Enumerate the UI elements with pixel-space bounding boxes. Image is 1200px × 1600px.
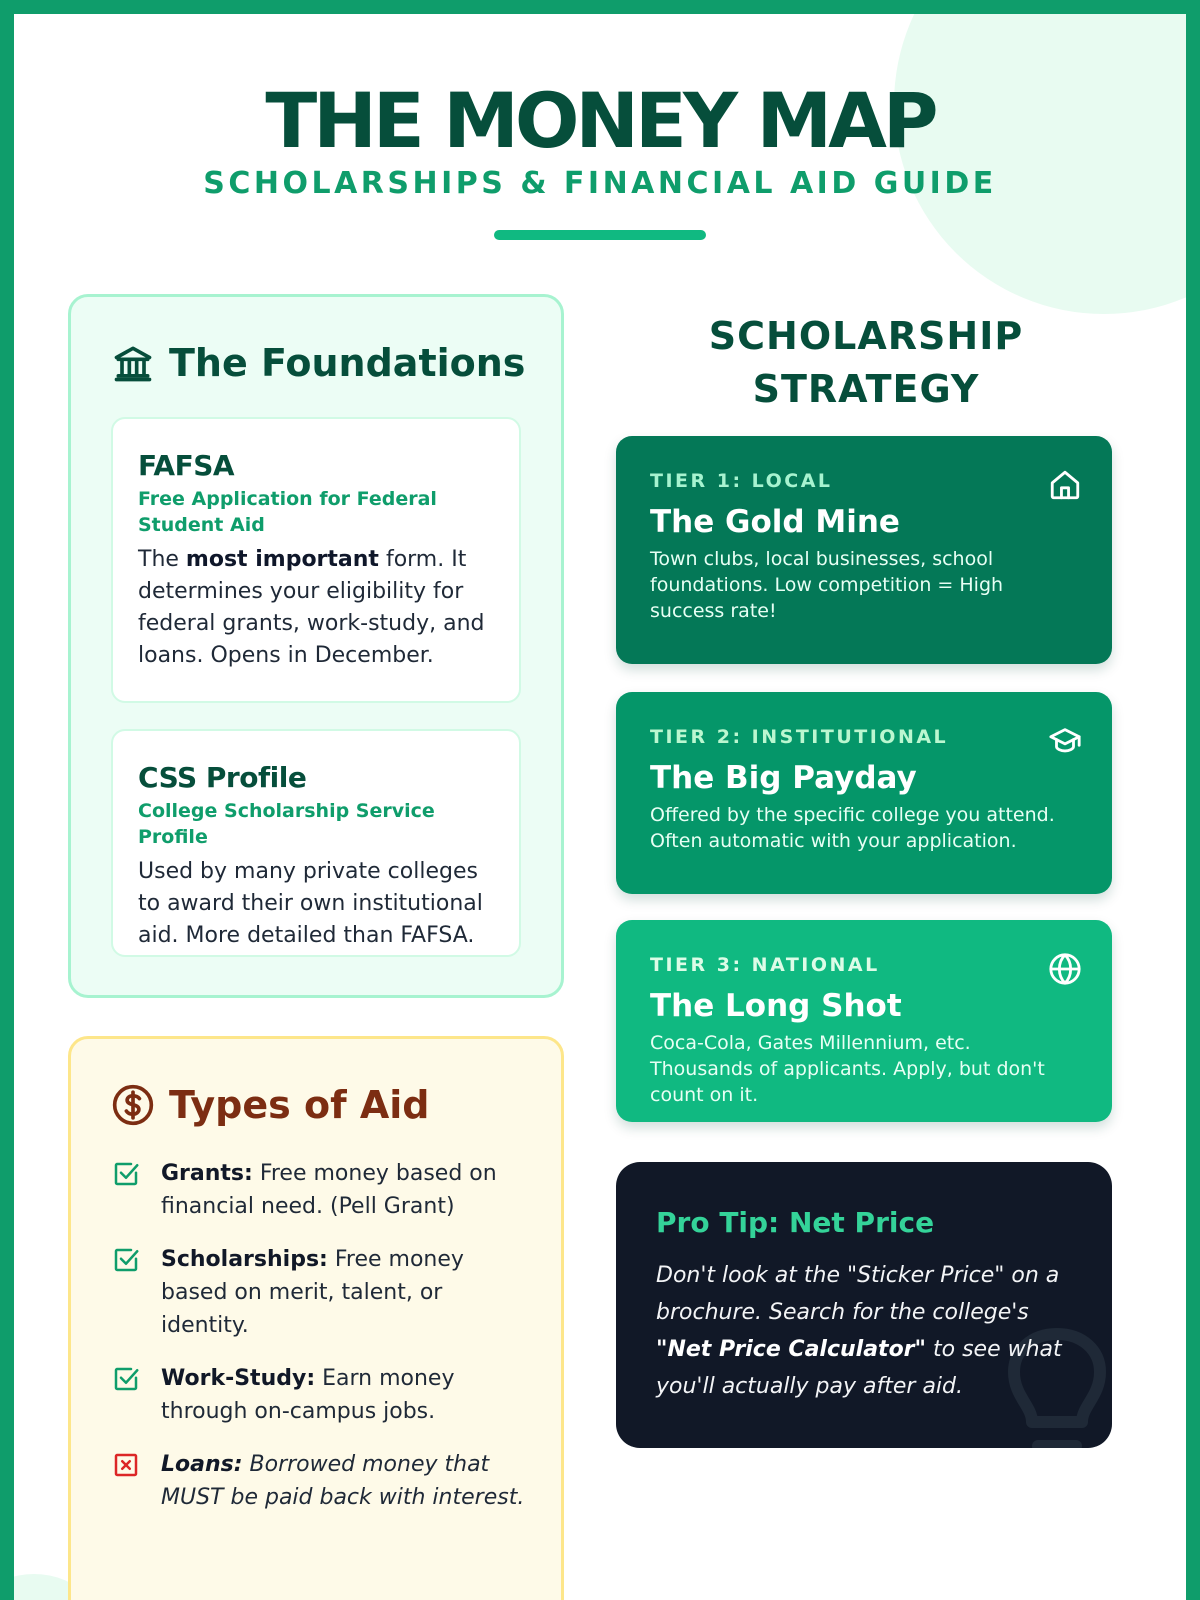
aid-desc: Earn money through on-campus jobs. (161, 1366, 455, 1424)
aid-item-text (161, 1362, 531, 1428)
tier-card-institutional (616, 692, 1112, 894)
pro-tip-title: Pro Tip: Net Price (656, 1206, 935, 1239)
tier-description: Town clubs, local businesses, school foundations. Low competition = High success rate! (650, 548, 1004, 622)
title-underline (494, 230, 706, 240)
tier-label: TIER 1: LOCAL (650, 470, 833, 492)
tier-title: The Gold Mine (650, 504, 900, 540)
tier-card-local (616, 436, 1112, 664)
fafsa-description (138, 544, 495, 672)
aid-item-text (161, 1157, 531, 1223)
aid-item-scholarships (111, 1243, 531, 1342)
check-square-icon (111, 1364, 141, 1394)
css-profile-subtitle: College Scholarship Service Profile (138, 800, 435, 848)
fafsa-body-suffix: form. It determines your eligibility for federal grants, work-study, and loans. Opens in December. (138, 547, 485, 668)
dollar-circle-icon (111, 1083, 155, 1127)
foundations-section (68, 294, 564, 998)
aid-list (111, 1157, 531, 1534)
aid-desc: Free money based on financial need. (Pell Grant) (161, 1161, 497, 1219)
tier-title: The Big Payday (650, 760, 917, 796)
pro-tip-body-suffix: to see what you'll actually pay after aid. (656, 1337, 1062, 1399)
aid-item-loans (111, 1448, 531, 1514)
aid-desc: Borrowed money that MUST be paid back with interest. (161, 1452, 525, 1510)
tier-label: TIER 2: INSTITUTIONAL (650, 726, 949, 748)
foundations-heading (111, 341, 525, 385)
home-icon (1048, 468, 1082, 502)
aid-item-text (161, 1448, 531, 1514)
tier-description: Offered by the specific college you attend. Often automatic with your application. (650, 804, 1055, 852)
pro-tip-body-prefix: Don't look at the "Sticker Price" on a brochure. Search for the college's (656, 1263, 1060, 1325)
fafsa-card (111, 417, 521, 703)
fafsa-body-prefix: The (138, 547, 186, 572)
aid-item-text (161, 1243, 531, 1342)
foundations-heading-text: The Foundations (169, 341, 526, 385)
strategy-heading: SCHOLARSHIP STRATEGY (708, 314, 1024, 411)
types-of-aid-heading (111, 1083, 430, 1127)
fafsa-body-bold: most important (185, 547, 379, 572)
infographic-page (14, 14, 1186, 1600)
aid-desc: Free money based on merit, talent, or identity. (161, 1247, 464, 1338)
tier-description: Coca-Cola, Gates Millennium, etc. Thousands of applicants. Apply, but don't count on it. (650, 1032, 1045, 1106)
check-square-icon (111, 1245, 141, 1275)
bank-icon (111, 341, 155, 385)
page-title: THE MONEY MAP (265, 76, 935, 165)
types-of-aid-section (68, 1036, 564, 1600)
aid-item-work-study (111, 1362, 531, 1428)
check-square-icon (111, 1159, 141, 1189)
aid-term: Grants: (161, 1161, 253, 1186)
fafsa-title: FAFSA (138, 449, 235, 482)
x-square-icon (111, 1450, 141, 1480)
pro-tip-card (616, 1162, 1112, 1448)
css-profile-title: CSS Profile (138, 761, 307, 794)
tier-label: TIER 3: NATIONAL (650, 954, 880, 976)
aid-term: Scholarships: (161, 1247, 328, 1272)
tier-title: The Long Shot (650, 988, 902, 1024)
pro-tip-body (656, 1257, 1072, 1405)
aid-item-grants (111, 1157, 531, 1223)
graduation-cap-icon (1048, 724, 1082, 758)
aid-term: Work-Study: (161, 1366, 316, 1391)
tier-card-national (616, 920, 1112, 1122)
css-profile-description: Used by many private colleges to award their own institutional aid. More detailed than FAFSA. (138, 859, 483, 948)
page-subtitle: SCHOLARSHIPS & FINANCIAL AID GUIDE (203, 166, 997, 201)
fafsa-subtitle: Free Application for Federal Student Aid (138, 488, 437, 536)
globe-icon (1048, 952, 1082, 986)
types-of-aid-heading-text: Types of Aid (169, 1083, 430, 1127)
pro-tip-body-bold: "Net Price Calculator" (656, 1337, 926, 1362)
aid-term: Loans: (161, 1452, 243, 1477)
css-profile-card (111, 729, 521, 957)
